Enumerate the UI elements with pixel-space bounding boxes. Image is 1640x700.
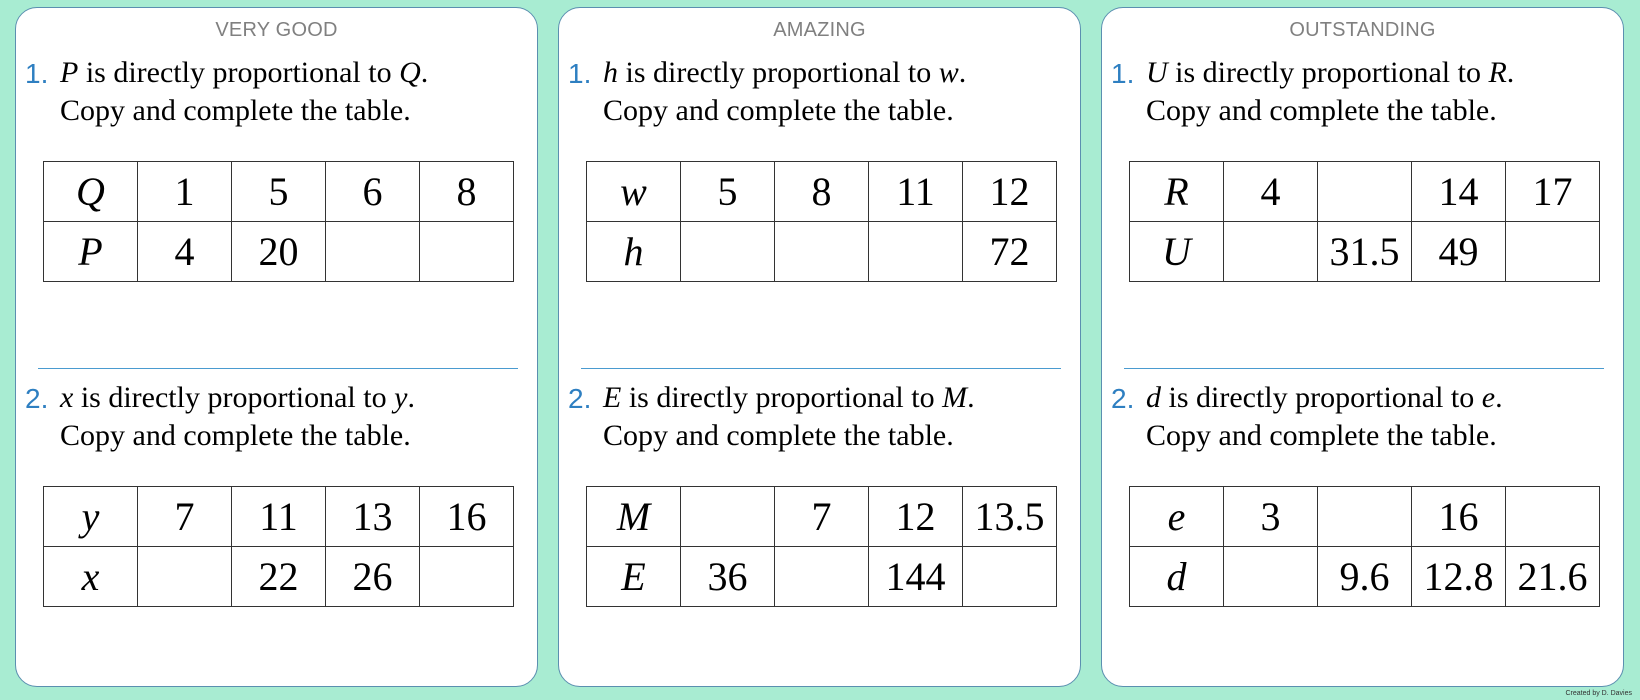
proportion-table bbox=[586, 161, 1057, 282]
table-cell bbox=[681, 487, 775, 547]
table-cell: 3 bbox=[1224, 487, 1318, 547]
period: . bbox=[1506, 56, 1515, 89]
question-statement bbox=[603, 56, 966, 90]
table-cell: P bbox=[44, 222, 138, 282]
table-cell: 20 bbox=[232, 222, 326, 282]
table-cell bbox=[1506, 487, 1600, 547]
table-cell: 4 bbox=[138, 222, 232, 282]
variable-b: e bbox=[1481, 381, 1496, 414]
table-cell: 17 bbox=[1506, 162, 1600, 222]
question-statement bbox=[1146, 381, 1503, 415]
question-number: 2. bbox=[25, 383, 49, 414]
statement-text: is directly proportional to bbox=[618, 56, 939, 89]
proportion-table bbox=[1129, 161, 1600, 282]
table-row bbox=[587, 162, 1057, 222]
table-cell: e bbox=[1130, 487, 1224, 547]
card-outstanding bbox=[1101, 7, 1624, 687]
variable-b: Q bbox=[399, 56, 421, 89]
table-cell: 49 bbox=[1412, 222, 1506, 282]
variable-a: x bbox=[60, 381, 74, 414]
table-cell: 31.5 bbox=[1318, 222, 1412, 282]
question-instruction: Copy and complete the table. bbox=[1146, 419, 1497, 452]
table-row bbox=[587, 222, 1057, 282]
table-cell bbox=[775, 222, 869, 282]
statement-text: is directly proportional to bbox=[73, 381, 395, 414]
table-cell bbox=[1318, 162, 1412, 222]
question-number: 1. bbox=[25, 58, 49, 89]
question-number: 2. bbox=[1111, 383, 1135, 414]
question-number: 1. bbox=[1111, 58, 1135, 89]
table-row bbox=[44, 162, 514, 222]
table-row bbox=[1130, 487, 1600, 547]
table-cell: 1 bbox=[138, 162, 232, 222]
table-cell: 22 bbox=[232, 547, 326, 607]
card-title: OUTSTANDING bbox=[1289, 19, 1436, 41]
table-cell bbox=[326, 222, 420, 282]
table-cell: 8 bbox=[420, 162, 514, 222]
question-statement bbox=[603, 381, 975, 415]
card-amazing bbox=[558, 7, 1081, 687]
table-row bbox=[1130, 162, 1600, 222]
table-cell: y bbox=[44, 487, 138, 547]
table-cell: 14 bbox=[1412, 162, 1506, 222]
statement-text: is directly proportional to bbox=[78, 56, 400, 89]
divider bbox=[1124, 368, 1604, 369]
question-instruction: Copy and complete the table. bbox=[60, 94, 411, 127]
question-number: 2. bbox=[568, 383, 592, 414]
variable-a: P bbox=[60, 56, 79, 89]
period: . bbox=[420, 56, 429, 89]
table-cell: 11 bbox=[869, 162, 963, 222]
table-cell: h bbox=[587, 222, 681, 282]
divider bbox=[581, 368, 1061, 369]
statement-text: is directly proportional to bbox=[1161, 381, 1482, 414]
table-cell: 7 bbox=[775, 487, 869, 547]
variable-b: y bbox=[394, 381, 408, 414]
table-cell: 5 bbox=[232, 162, 326, 222]
question-statement bbox=[1146, 56, 1514, 90]
variable-b: w bbox=[938, 56, 959, 89]
variable-a: h bbox=[603, 56, 618, 89]
table-cell: d bbox=[1130, 547, 1224, 607]
variable-a: E bbox=[603, 381, 622, 414]
divider bbox=[38, 368, 518, 369]
table-row bbox=[1130, 222, 1600, 282]
table-cell: x bbox=[44, 547, 138, 607]
table-cell bbox=[420, 222, 514, 282]
proportion-table bbox=[586, 486, 1057, 607]
table-cell bbox=[869, 222, 963, 282]
variable-b: M bbox=[942, 381, 968, 414]
question-instruction: Copy and complete the table. bbox=[603, 419, 954, 452]
question-instruction: Copy and complete the table. bbox=[603, 94, 954, 127]
table-cell: Q bbox=[44, 162, 138, 222]
table-cell: 26 bbox=[326, 547, 420, 607]
table-cell: 12 bbox=[869, 487, 963, 547]
card-very-good bbox=[15, 7, 538, 687]
table-cell: 36 bbox=[681, 547, 775, 607]
table-cell bbox=[963, 547, 1057, 607]
question-instruction: Copy and complete the table. bbox=[1146, 94, 1497, 127]
table-row bbox=[587, 487, 1057, 547]
table-cell: 7 bbox=[138, 487, 232, 547]
table-row bbox=[44, 547, 514, 607]
table-cell: 6 bbox=[326, 162, 420, 222]
table-cell: E bbox=[587, 547, 681, 607]
question-instruction: Copy and complete the table. bbox=[60, 419, 411, 452]
variable-b: R bbox=[1488, 56, 1507, 89]
table-cell: M bbox=[587, 487, 681, 547]
table-row bbox=[1130, 547, 1600, 607]
table-cell: 21.6 bbox=[1506, 547, 1600, 607]
table-cell: R bbox=[1130, 162, 1224, 222]
statement-text: is directly proportional to bbox=[621, 381, 943, 414]
period: . bbox=[967, 381, 975, 414]
table-cell: w bbox=[587, 162, 681, 222]
table-cell bbox=[1224, 547, 1318, 607]
table-cell: 13 bbox=[326, 487, 420, 547]
question-statement bbox=[60, 381, 415, 415]
table-cell: 11 bbox=[232, 487, 326, 547]
card-title: VERY GOOD bbox=[215, 19, 338, 41]
table-row bbox=[44, 222, 514, 282]
card-title: AMAZING bbox=[773, 19, 866, 41]
credit-text: Created by D. Davies bbox=[1565, 690, 1632, 697]
period: . bbox=[1495, 381, 1503, 414]
period: . bbox=[407, 381, 415, 414]
statement-text: is directly proportional to bbox=[1167, 56, 1489, 89]
question-statement bbox=[60, 56, 428, 90]
table-cell: 16 bbox=[420, 487, 514, 547]
table-cell: 12 bbox=[963, 162, 1057, 222]
variable-a: d bbox=[1146, 381, 1161, 414]
table-row bbox=[44, 487, 514, 547]
question-number: 1. bbox=[568, 58, 592, 89]
table-cell: 8 bbox=[775, 162, 869, 222]
table-cell: 12.8 bbox=[1412, 547, 1506, 607]
table-cell bbox=[681, 222, 775, 282]
table-cell bbox=[775, 547, 869, 607]
table-cell: 9.6 bbox=[1318, 547, 1412, 607]
table-cell: 13.5 bbox=[963, 487, 1057, 547]
proportion-table bbox=[43, 161, 514, 282]
table-cell bbox=[1224, 222, 1318, 282]
table-row bbox=[587, 547, 1057, 607]
period: . bbox=[958, 56, 967, 89]
table-cell: 4 bbox=[1224, 162, 1318, 222]
table-cell: 5 bbox=[681, 162, 775, 222]
variable-a: U bbox=[1146, 56, 1168, 89]
table-cell bbox=[138, 547, 232, 607]
proportion-table bbox=[1129, 486, 1600, 607]
table-cell: 144 bbox=[869, 547, 963, 607]
table-cell: 72 bbox=[963, 222, 1057, 282]
table-cell: 16 bbox=[1412, 487, 1506, 547]
table-cell bbox=[1506, 222, 1600, 282]
proportion-table bbox=[43, 486, 514, 607]
table-cell bbox=[1318, 487, 1412, 547]
table-cell bbox=[420, 547, 514, 607]
table-cell: U bbox=[1130, 222, 1224, 282]
